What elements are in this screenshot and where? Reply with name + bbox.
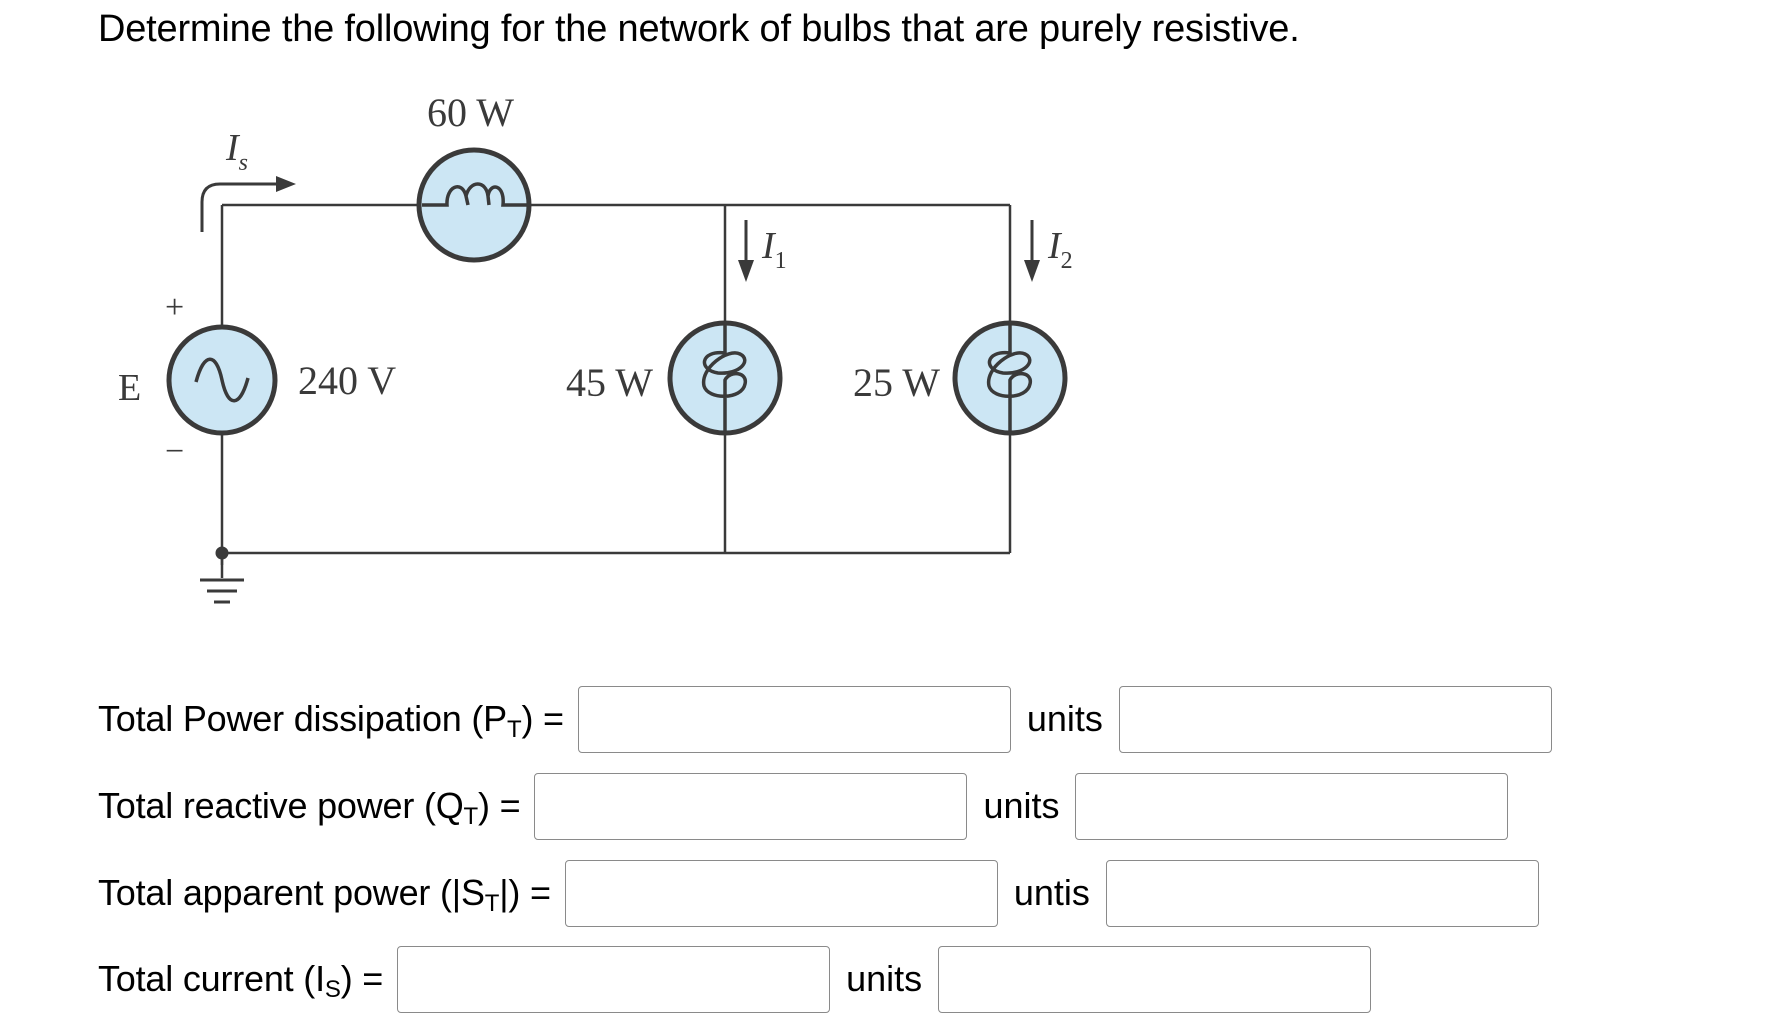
total-power-units-input[interactable] [1119, 686, 1552, 753]
reactive-power-row [98, 771, 1508, 841]
source-value-label: 240 V [298, 358, 397, 403]
source-minus-sign: − [165, 433, 185, 470]
bulb-60w-label: 60 W [427, 90, 515, 135]
total-power-label: Total Power dissipation $(P_T)$ = [98, 698, 564, 743]
bulb-25w-icon [955, 323, 1065, 433]
source-plus-sign: + [165, 289, 185, 326]
apparent-power-units-label: untis [1013, 872, 1090, 913]
current-1-label: $I_1$ [762, 225, 787, 274]
reactive-power-units-label: units [983, 785, 1060, 826]
ac-source-icon [169, 327, 275, 433]
total-current-input[interactable] [397, 946, 830, 1013]
reactive-power-input[interactable] [534, 773, 967, 840]
current-2-label: $I_2$ [1048, 225, 1073, 274]
total-power-input[interactable] [578, 686, 1011, 753]
reactive-power-units-input[interactable] [1075, 773, 1508, 840]
bulb-45w-label: 45 W [566, 360, 654, 405]
bulb-60w-icon [419, 150, 529, 260]
total-current-row [98, 944, 1371, 1014]
total-current-units-input[interactable] [938, 946, 1371, 1013]
apparent-power-units-input[interactable] [1106, 860, 1539, 927]
total-current-label: Total current $(I_S)$ = [98, 958, 384, 1003]
total-power-row [98, 684, 1552, 754]
current-1-arrow-icon [738, 220, 754, 282]
source-e-label: E [118, 367, 142, 409]
current-2-arrow-icon [1024, 220, 1040, 282]
apparent-power-input[interactable] [565, 860, 998, 927]
question-text: Determine the following for the network of bulbs that are purely resistive. [98, 8, 1300, 50]
total-current-units-label: units [846, 958, 923, 999]
apparent-power-label: Total apparent power $(|S_T|)$ = [98, 872, 551, 917]
total-power-units-label: units [1026, 698, 1103, 739]
bulb-25w-label: 25 W [853, 360, 941, 405]
current-source-label: $I_s$ [226, 127, 248, 176]
bulb-45w-icon [670, 323, 780, 433]
apparent-power-row [98, 858, 1539, 928]
reactive-power-label: Total reactive power $(Q_T)$ = [98, 785, 521, 830]
